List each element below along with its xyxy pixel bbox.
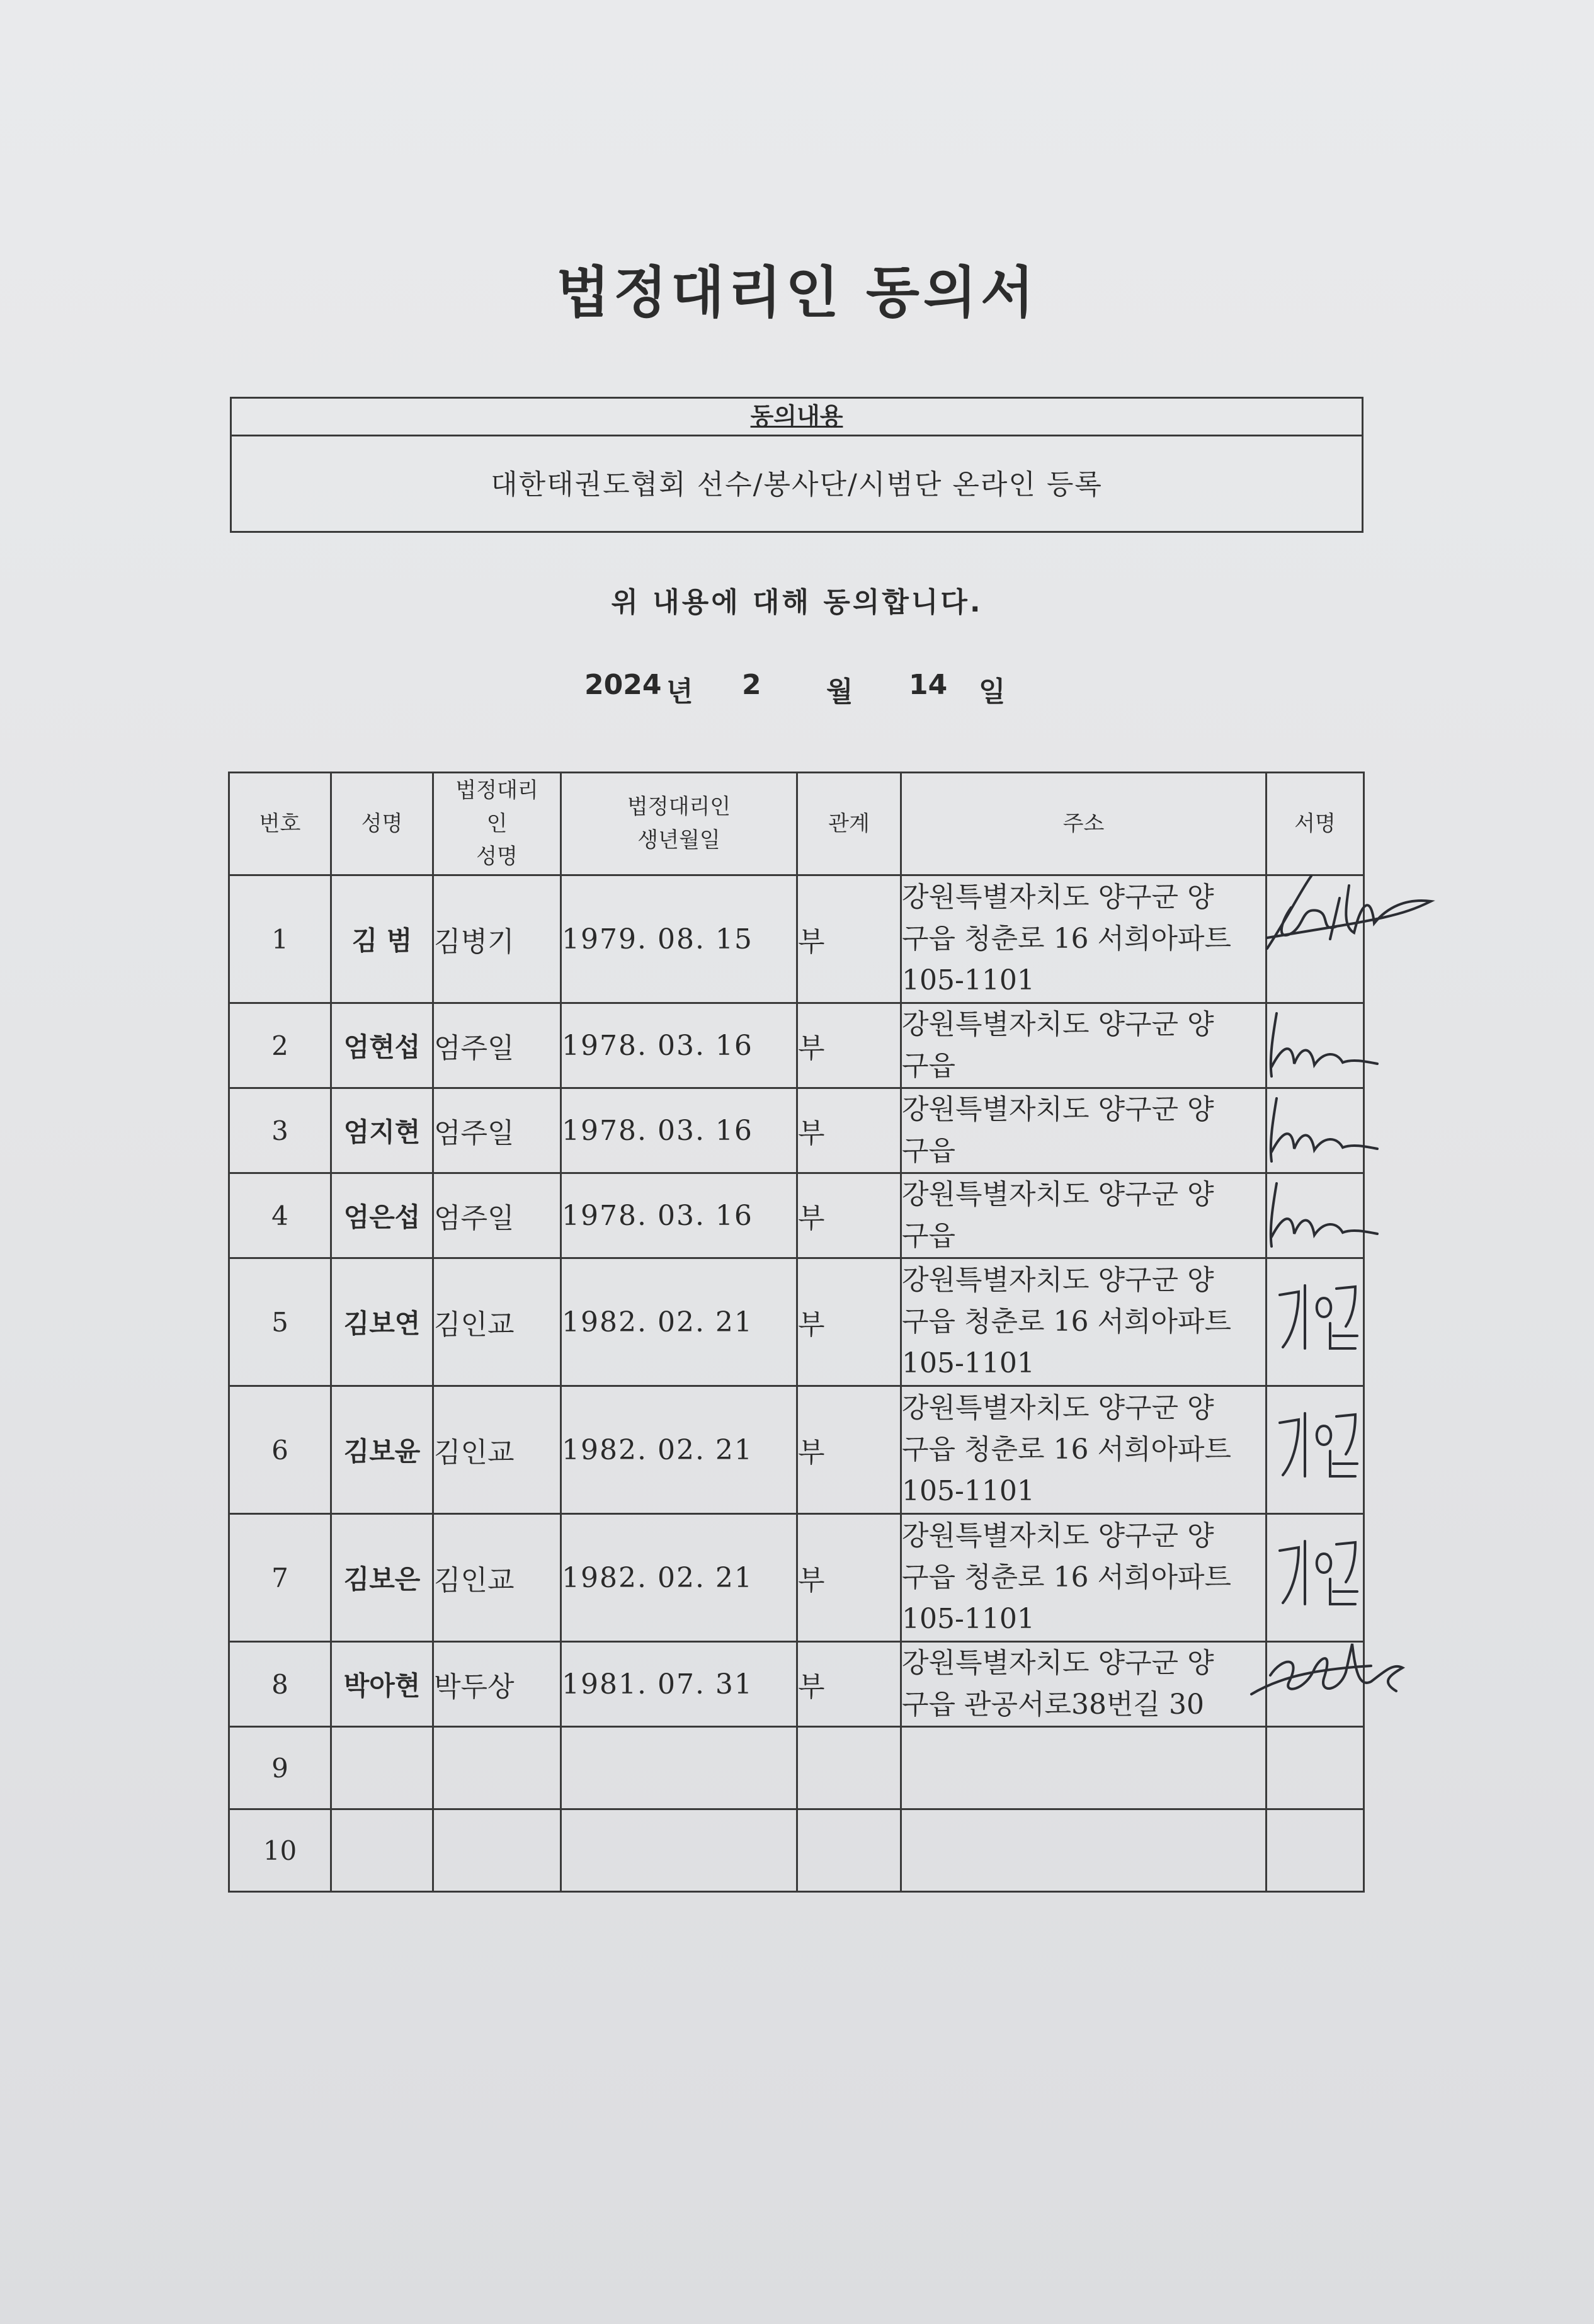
header-name: 성명 <box>331 773 433 875</box>
guardian-birthdate: 1982. 02. 21 <box>561 1386 797 1514</box>
address-line: 구읍 청춘로 16 서희아파트 <box>902 1433 1231 1466</box>
header-guardian-name: 법정대리 인 성명 <box>433 773 561 875</box>
guardian-name: 김인교 <box>433 1386 561 1514</box>
relation: 부 <box>797 875 901 1003</box>
table-row <box>229 1727 1364 1809</box>
header-guardian-dob: 법정대리인 생년월일 <box>561 773 797 875</box>
participant-name <box>331 1727 433 1809</box>
guardian-birthdate: 1981. 07. 31 <box>561 1642 797 1727</box>
signature-cell <box>1267 1386 1364 1514</box>
table-row <box>229 1003 1364 1088</box>
address-line: 구읍 <box>902 1135 956 1167</box>
table-row <box>229 1386 1364 1514</box>
address <box>901 1173 1267 1258</box>
participant-name: 엄은섭 <box>331 1173 433 1258</box>
guardian-name: 엄주일 <box>433 1088 561 1173</box>
guardian-table <box>228 772 1365 1893</box>
guardian-name <box>433 1727 561 1809</box>
relation: 부 <box>797 1386 901 1514</box>
guardian-birthdate: 1978. 03. 16 <box>561 1003 797 1088</box>
participant-name <box>331 1809 433 1892</box>
guardian-name: 김인교 <box>433 1258 561 1386</box>
row-number: 5 <box>229 1258 331 1386</box>
signature-cell <box>1267 1258 1364 1386</box>
guardian-name: 김인교 <box>433 1514 561 1642</box>
row-number: 8 <box>229 1642 331 1727</box>
row-number: 6 <box>229 1386 331 1514</box>
table-row <box>229 1173 1364 1258</box>
table-row <box>229 1642 1364 1727</box>
signature-cell <box>1267 1088 1364 1173</box>
address <box>901 875 1267 1003</box>
address-line: 강원특별자치도 양구군 양 <box>902 1093 1214 1125</box>
guardian-name <box>433 1809 561 1892</box>
address-line: 강원특별자치도 양구군 양 <box>902 1264 1214 1296</box>
relation: 부 <box>797 1514 901 1642</box>
relation <box>797 1809 901 1892</box>
table-row <box>229 1258 1364 1386</box>
address-line: 구읍 관공서로38번길 30 <box>902 1689 1204 1721</box>
signature-cell <box>1267 875 1364 1003</box>
date-month: 2 <box>742 669 761 701</box>
guardian-name: 엄주일 <box>433 1003 561 1088</box>
address <box>901 1642 1267 1727</box>
row-number: 9 <box>229 1727 331 1809</box>
address <box>901 1514 1267 1642</box>
date-line <box>0 669 1594 707</box>
header-no: 번호 <box>229 773 331 875</box>
header-signature: 서명 <box>1267 773 1364 875</box>
address-line: 구읍 청춘로 16 서희아파트 <box>902 1561 1231 1593</box>
address <box>901 1809 1267 1892</box>
table-body <box>229 875 1364 1892</box>
table-row <box>229 875 1364 1003</box>
participant-name: 김보은 <box>331 1514 433 1642</box>
address <box>901 1003 1267 1088</box>
guardian-name: 박두상 <box>433 1642 561 1727</box>
participant-name: 엄현섭 <box>331 1003 433 1088</box>
address-line: 강원특별자치도 양구군 양 <box>902 1392 1214 1424</box>
guardian-name: 엄주일 <box>433 1173 561 1258</box>
row-number: 3 <box>229 1088 331 1173</box>
guardian-birthdate: 1978. 03. 16 <box>561 1088 797 1173</box>
address <box>901 1258 1267 1386</box>
table-row <box>229 1514 1364 1642</box>
address-line: 105-1101 <box>902 1475 1035 1507</box>
address-line: 구읍 청춘로 16 서희아파트 <box>902 923 1231 955</box>
table-row <box>229 1809 1364 1892</box>
date-year-unit: 년 <box>666 676 693 708</box>
relation: 부 <box>797 1173 901 1258</box>
address-line: 강원특별자치도 양구군 양 <box>902 881 1214 913</box>
participant-name: 김보윤 <box>331 1386 433 1514</box>
row-number: 2 <box>229 1003 331 1088</box>
date-day-unit: 일 <box>979 676 1006 708</box>
signature-cell <box>1267 1003 1364 1088</box>
consent-header: 동의내용 <box>232 399 1362 436</box>
date-month-unit: 월 <box>826 676 853 708</box>
address <box>901 1386 1267 1514</box>
relation: 부 <box>797 1088 901 1173</box>
guardian-birthdate: 1978. 03. 16 <box>561 1173 797 1258</box>
participant-name: 박아현 <box>331 1642 433 1727</box>
signature-cell <box>1267 1173 1364 1258</box>
guardian-birthdate <box>561 1727 797 1809</box>
guardian-birthdate: 1982. 02. 21 <box>561 1258 797 1386</box>
guardian-name: 김병기 <box>433 875 561 1003</box>
address-line: 강원특별자치도 양구군 양 <box>902 1520 1214 1552</box>
address-line: 구읍 <box>902 1220 956 1252</box>
consent-box <box>230 397 1363 533</box>
signature-cell <box>1267 1642 1364 1727</box>
address-line: 105-1101 <box>902 1603 1035 1635</box>
date-day: 14 <box>909 669 948 701</box>
guardian-birthdate <box>561 1809 797 1892</box>
signature-cell <box>1267 1809 1364 1892</box>
header-relation: 관계 <box>797 773 901 875</box>
participant-name: 김 범 <box>331 875 433 1003</box>
address-line: 강원특별자치도 양구군 양 <box>902 1178 1214 1210</box>
relation: 부 <box>797 1003 901 1088</box>
participant-name: 김보연 <box>331 1258 433 1386</box>
row-number: 4 <box>229 1173 331 1258</box>
date-year: 2024 <box>584 669 662 701</box>
relation: 부 <box>797 1642 901 1727</box>
consent-body: 대한태권도협회 선수/봉사단/시범단 온라인 등록 <box>491 469 1103 501</box>
address <box>901 1727 1267 1809</box>
guardian-birthdate: 1982. 02. 21 <box>561 1514 797 1642</box>
address-line: 105-1101 <box>902 1347 1035 1379</box>
relation: 부 <box>797 1258 901 1386</box>
row-number: 7 <box>229 1514 331 1642</box>
signature-cell <box>1267 1727 1364 1809</box>
address-line: 강원특별자치도 양구군 양 <box>902 1008 1214 1040</box>
address-line: 구읍 청춘로 16 서희아파트 <box>902 1306 1231 1338</box>
address-line: 강원특별자치도 양구군 양 <box>902 1647 1214 1679</box>
address <box>901 1088 1267 1173</box>
participant-name: 엄지현 <box>331 1088 433 1173</box>
address-line: 105-1101 <box>902 964 1035 996</box>
table-header-row <box>229 773 1364 875</box>
address-line: 구읍 <box>902 1050 956 1082</box>
header-address: 주소 <box>901 773 1267 875</box>
agreement-statement: 위 내용에 대해 동의합니다. <box>611 586 983 618</box>
relation <box>797 1727 901 1809</box>
document-title: 법정대리인 동의서 <box>556 260 1038 325</box>
signature-cell <box>1267 1514 1364 1642</box>
row-number: 1 <box>229 875 331 1003</box>
guardian-birthdate: 1979. 08. 15 <box>561 875 797 1003</box>
table-row <box>229 1088 1364 1173</box>
row-number: 10 <box>229 1809 331 1892</box>
